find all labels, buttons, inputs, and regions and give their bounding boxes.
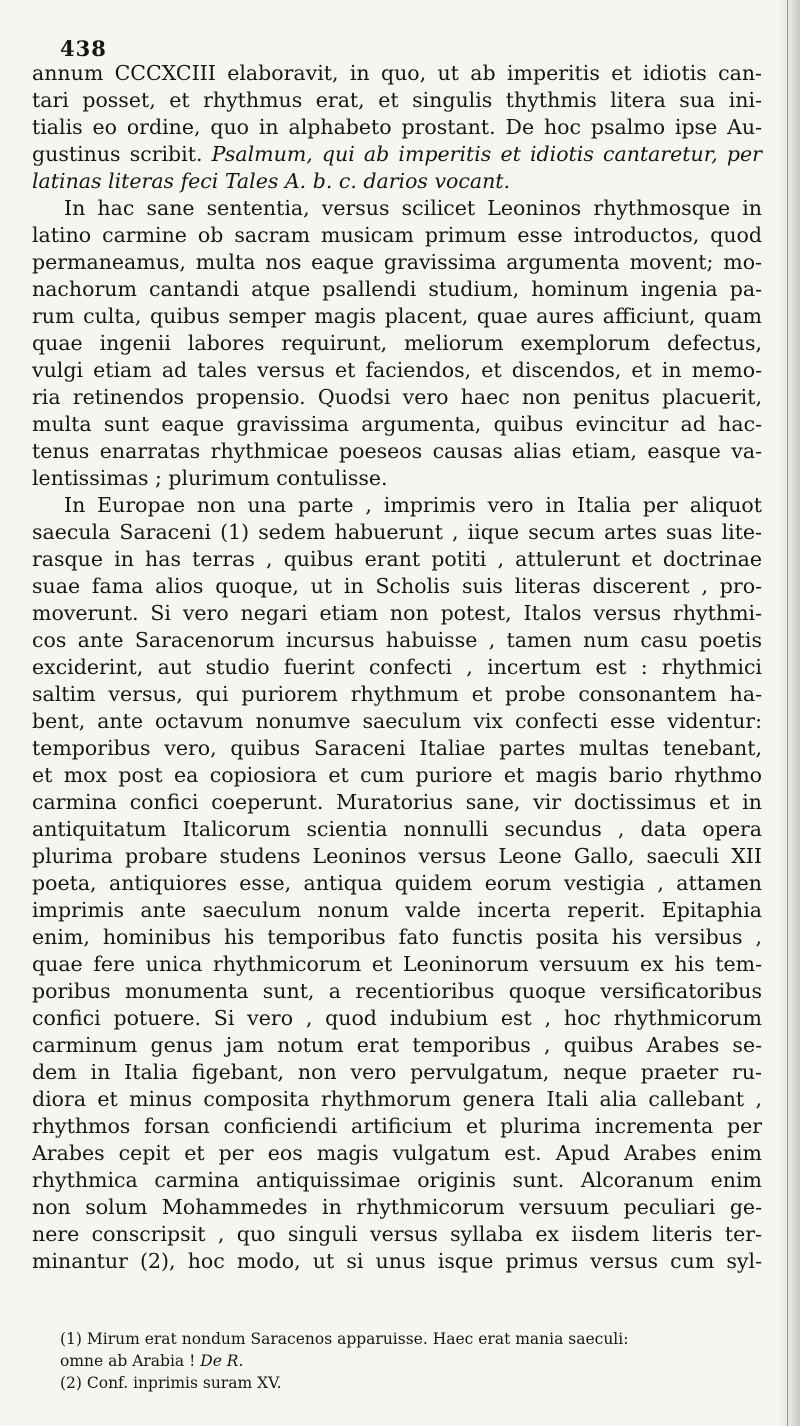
text-line: Arabes cepit et per eos magis vulgatum est. Apud Arabes enim <box>32 1141 762 1165</box>
text-line: cos ante Saracenorum incursus habuisse , tamen num casu poetis <box>32 628 762 652</box>
text-line: In hac sane sententia, versus scilicet Leoninos rhythmosque in <box>64 196 762 220</box>
text-line: enim, hominibus his temporibus fato functis posita his versibus , <box>32 925 762 949</box>
text-line: rum culta, quibus semper magis placent, quae aures afficiunt, quam <box>32 304 762 328</box>
text-line: tari posset, et rhythmus erat, et singulis thythmis litera sua ini- <box>32 88 762 112</box>
text-line <box>32 168 762 195</box>
text-line: nachorum cantandi atque psallendi studium, hominum ingenia pa- <box>32 277 762 301</box>
text-line: diora et minus composita rhythmorum genera Itali alia callebant , <box>32 1087 762 1111</box>
text-line: saltim versus, qui puriorem rhythmum et probe consonantem ha- <box>32 682 762 706</box>
text-line: imprimis ante saeculum nonum valde incerta reperit. Epitaphia <box>32 898 762 922</box>
text-line: rhythmica carmina antiquissimae originis sunt. Alcoranum enim <box>32 1168 762 1192</box>
italic-quote: latinas literas feci Tales A. b. c. darios vocant. <box>32 169 511 193</box>
text-line: plurima probare studens Leoninos versus Leone Gallo, saeculi XII <box>32 844 762 868</box>
text-line: tenus enarratas rhythmicae poeseos causas alias etiam, easque va- <box>32 439 762 463</box>
text-line: multa sunt eaque gravissima argumenta, quibus evincitur ad hac- <box>32 412 762 436</box>
text-line: vulgi etiam ad tales versus et faciendos, et discendos, et in memo- <box>32 358 762 382</box>
text-line: saecula Saraceni (1) sedem habuerunt , iique secum artes suas lite- <box>32 520 762 544</box>
footnote-signature: De R. <box>200 1352 244 1370</box>
text-line: temporibus vero, quibus Saraceni Italiae partes multas tenebant, <box>32 736 762 760</box>
main-text <box>32 60 762 1275</box>
text-segment: gustinus scribit. <box>32 142 203 166</box>
text-line: non solum Mohammedes in rhythmicorum versuum peculiari ge- <box>32 1195 762 1219</box>
footnotes <box>60 1328 760 1394</box>
text-line: moverunt. Si vero negari etiam non potest, Italos versus rhythmi- <box>32 601 762 625</box>
text-line: lentissimas ; plurimum contulisse. <box>32 466 388 490</box>
footnote-text: omne ab Arabia ! <box>60 1352 196 1370</box>
text-line: annum CCCXCIII elaboravit, in quo, ut ab imperitis et idiotis can- <box>32 61 762 85</box>
text-line: ria retinendos propensio. Quodsi vero haec non penitus placuerit, <box>32 385 762 409</box>
text-line: poribus monumenta sunt, a recentioribus quoque versificatoribus <box>32 979 762 1003</box>
text-line: bent, ante octavum nonumve saeculum vix confecti esse videntur: <box>32 709 762 733</box>
footnote-1-continued <box>60 1350 760 1372</box>
text-line: quae ingenii labores requirunt, meliorum exemplorum defectus, <box>32 331 762 355</box>
text-line: carmina confici coeperunt. Muratorius sane, vir doctissimus et in <box>32 790 762 814</box>
text-line-mixed <box>32 141 762 168</box>
text-line: suae fama alios quoque, ut in Scholis suis literas discerent , pro- <box>32 574 762 598</box>
text-line: latino carmine ob sacram musicam primum esse introductos, quod <box>32 223 762 247</box>
footnote-1: (1) Mirum erat nondum Saracenos apparuisse. Haec erat mania saeculi: <box>60 1330 629 1348</box>
text-line: rhythmos forsan conficiendi artificium et plurima incrementa per <box>32 1114 762 1138</box>
text-line: nere conscripsit , quo singuli versus syllaba ex iisdem literis ter- <box>32 1222 762 1246</box>
text-line: In Europae non una parte , imprimis vero in Italia per aliquot <box>64 493 762 517</box>
text-line: et mox post ea copiosiora et cum puriore et magis bario rhythmo <box>32 763 762 787</box>
italic-quote: Psalmum, qui ab imperitis et idiotis cantaretur, per <box>211 142 762 166</box>
text-line: quae fere unica rhythmicorum et Leoninorum versuum ex his tem- <box>32 952 762 976</box>
text-line: confici potuere. Si vero , quod indubium est , hoc rhythmicorum <box>32 1006 762 1030</box>
page-edge-shadow <box>778 0 800 1426</box>
text-line: tialis eo ordine, quo in alphabeto prostant. De hoc psalmo ipse Au- <box>32 115 762 139</box>
page-number: 438 <box>60 36 107 61</box>
text-line: rasque in has terras , quibus erant potiti , attulerunt et doctrinae <box>32 547 762 571</box>
text-line: exciderint, aut studio fuerint confecti , incertum est : rhythmici <box>32 655 762 679</box>
footnote-2: (2) Conf. inprimis suram XV. <box>60 1374 282 1392</box>
text-line: antiquitatum Italicorum scientia nonnulli secundus , data opera <box>32 817 762 841</box>
text-line: minantur (2), hoc modo, ut si unus isque primus versus cum syl- <box>32 1249 762 1273</box>
text-line: permaneamus, multa nos eaque gravissima argumenta movent; mo- <box>32 250 762 274</box>
text-line: poeta, antiquiores esse, antiqua quidem eorum vestigia , attamen <box>32 871 762 895</box>
text-line: dem in Italia figebant, non vero pervulgatum, neque praeter ru- <box>32 1060 762 1084</box>
text-line: carminum genus jam notum erat temporibus , quibus Arabes se- <box>32 1033 762 1057</box>
